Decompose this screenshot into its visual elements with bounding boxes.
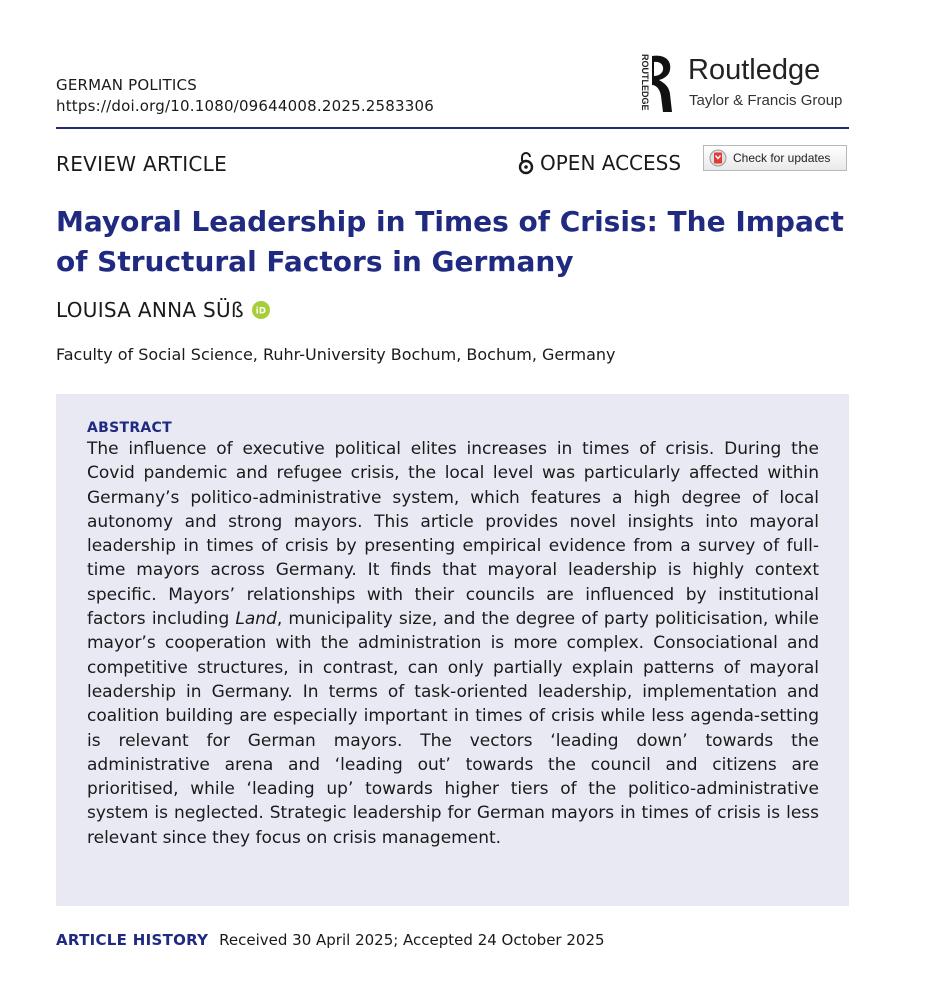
author-line xyxy=(56,298,270,322)
article-type: REVIEW ARTICLE xyxy=(56,152,228,176)
abstract-text xyxy=(87,437,819,850)
open-access-badge xyxy=(516,151,681,175)
abstract-box xyxy=(56,394,849,906)
orcid-icon[interactable] xyxy=(252,301,270,319)
header-divider xyxy=(56,127,849,129)
open-access-label: OPEN ACCESS xyxy=(540,151,682,175)
journal-name: GERMAN POLITICS xyxy=(56,76,197,94)
article-history xyxy=(56,931,605,949)
affiliation: Faculty of Social Science, Ruhr-University Bochum, Bochum, Germany xyxy=(56,345,616,364)
doi-link[interactable]: https://doi.org/10.1080/09644008.2025.2583306 xyxy=(56,97,435,115)
abstract-text-part1: The influence of executive political elites increases in times of crisis. During the Covid pandemic and refugee crisis, the local level was particularly affected within Germany’s politico-administrative system, which features a high degree of local autonomy and strong mayors. This article provides novel insights into mayoral leadership in times of crisis by presenting empirical evidence from a survey of full-time mayors across Germany. It finds that mayoral leadership is highly context specific. Mayors’ relationships with their councils are influenced by institutional factors including xyxy=(87,439,819,630)
check-for-updates-button[interactable] xyxy=(703,145,847,171)
article-history-text: Received 30 April 2025; Accepted 24 October 2025 xyxy=(219,931,605,949)
publisher-group: Taylor & Francis Group xyxy=(689,92,843,109)
open-lock-icon xyxy=(516,151,536,175)
author-name[interactable]: LOUISA ANNA SÜß xyxy=(56,298,244,322)
article-title: Mayoral Leadership in Times of Crisis: The Impact of Structural Factors in Germany xyxy=(56,205,844,278)
abstract-italic-term: Land xyxy=(235,609,277,630)
abstract-heading: ABSTRACT xyxy=(87,420,172,436)
article-history-label: ARTICLE HISTORY xyxy=(56,931,209,949)
publisher-name: Routledge xyxy=(688,54,821,86)
check-for-updates-label: Check for updates xyxy=(733,151,831,165)
publisher-logo[interactable] xyxy=(636,52,851,114)
abstract-text-part2: , municipality size, and the degree of party politicisation, while mayor’s cooperation with the administration is more complex. Consociational and competitive structures, in contrast, can only partially explain patterns of mayoral leadership in Germany. In terms of task-oriented leadership, implementation and coalition building are especially important in times of crisis while less agenda-setting is relevant for German mayors. The vectors ‘leading down’ towards the administrative arena and ‘leading out’ towards the council and citizens are prioritised, while ‘leading up’ towards higher tiers of the politico-administrative system is neglected. Strategic leadership for German mayors in times of crisis is less relevant since they focus on crisis management. xyxy=(87,609,819,848)
journal-info xyxy=(56,75,434,117)
crossmark-icon xyxy=(709,149,727,167)
logo-mark-text: ROUTLEDGE xyxy=(640,54,650,111)
routledge-mark-icon xyxy=(636,52,680,114)
svg-text:iD: iD xyxy=(255,306,267,317)
